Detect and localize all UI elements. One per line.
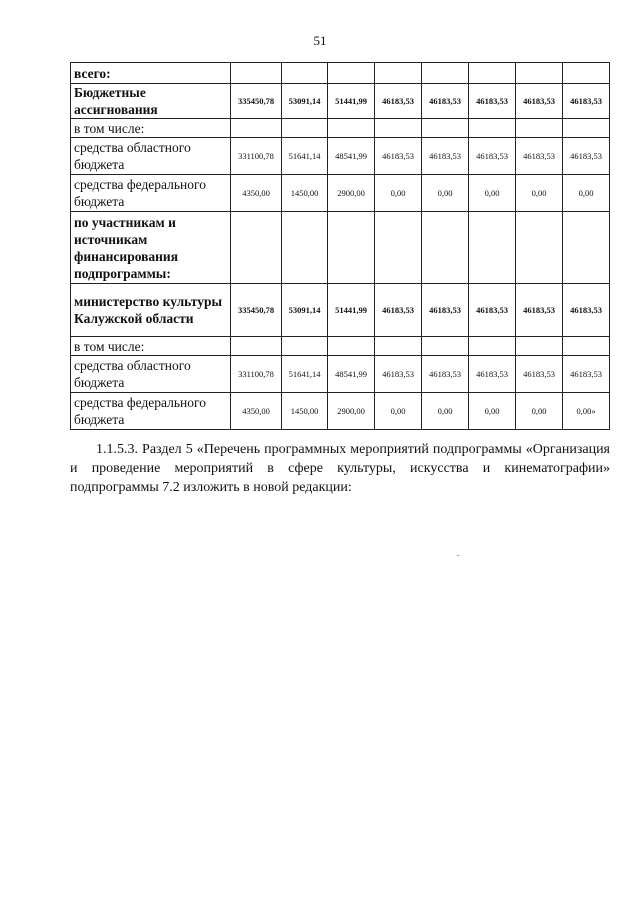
value-cell	[563, 212, 610, 284]
body-paragraph: 1.1.5.3. Раздел 5 «Перечень программных мероприятий подпрограммы «Организация и проведение мероприятий в сфере культуры, искусства и кинематографии» подпрограммы 7.2 изложить в новой редакции:	[70, 442, 610, 495]
page-number: 51	[313, 33, 327, 48]
value-cell	[516, 119, 563, 138]
value-cell	[469, 119, 516, 138]
value-cell: 0,00	[422, 393, 469, 430]
value-cell	[328, 212, 375, 284]
scan-speck	[457, 555, 459, 556]
table-row	[71, 393, 610, 430]
value-cell	[375, 63, 422, 84]
value-cell: 1450,00	[282, 175, 328, 212]
value-cell: 46183,53	[422, 284, 469, 337]
value-cell: 46183,53	[563, 284, 610, 337]
value-cell	[328, 119, 375, 138]
value-cell	[422, 337, 469, 356]
value-cell: 0,00	[422, 175, 469, 212]
value-cell	[282, 337, 328, 356]
value-cell: 46183,53	[422, 84, 469, 119]
table-row	[71, 284, 610, 337]
value-cell: 51641,14	[282, 138, 328, 175]
row-label: по участникам и источникам финансирования подпрограммы:	[71, 212, 231, 284]
value-cell: 0,00	[516, 175, 563, 212]
value-cell: 46183,53	[375, 356, 422, 393]
value-cell	[516, 212, 563, 284]
value-cell: 331100,78	[231, 356, 282, 393]
value-cell: 0,00	[375, 393, 422, 430]
value-cell	[328, 337, 375, 356]
value-cell	[563, 63, 610, 84]
value-cell: 0,00	[563, 175, 610, 212]
value-cell	[563, 119, 610, 138]
row-label: средства областного бюджета	[71, 138, 231, 175]
value-cell	[469, 212, 516, 284]
value-cell: 0,00	[516, 393, 563, 430]
row-label: Бюджетные ассигнования	[71, 84, 231, 119]
value-cell: 46183,53	[469, 84, 516, 119]
value-cell: 2900,00	[328, 393, 375, 430]
row-label: средства федерального бюджета	[71, 175, 231, 212]
value-cell: 46183,53	[375, 138, 422, 175]
table-row	[71, 119, 610, 138]
value-cell: 46183,53	[469, 356, 516, 393]
budget-table	[70, 62, 610, 430]
value-cell: 0,00	[469, 393, 516, 430]
value-cell	[375, 337, 422, 356]
value-cell: 46183,53	[469, 138, 516, 175]
value-cell: 46183,53	[516, 84, 563, 119]
value-cell: 46183,53	[422, 138, 469, 175]
value-cell: 335450,78	[231, 84, 282, 119]
row-label: министерство культуры Калужской области	[71, 284, 231, 337]
table-row	[71, 175, 610, 212]
value-cell: 331100,78	[231, 138, 282, 175]
value-cell	[469, 63, 516, 84]
value-cell: 46183,53	[563, 138, 610, 175]
value-cell	[231, 212, 282, 284]
value-cell: 48541,99	[328, 356, 375, 393]
value-cell	[469, 337, 516, 356]
value-cell: 0,00»	[563, 393, 610, 430]
value-cell: 46183,53	[563, 356, 610, 393]
value-cell	[282, 212, 328, 284]
value-cell: 46183,53	[375, 84, 422, 119]
value-cell: 53091,14	[282, 284, 328, 337]
value-cell	[282, 63, 328, 84]
value-cell	[231, 63, 282, 84]
value-cell: 1450,00	[282, 393, 328, 430]
table-row	[71, 63, 610, 84]
row-label: средства областного бюджета	[71, 356, 231, 393]
value-cell	[375, 212, 422, 284]
value-cell	[563, 337, 610, 356]
value-cell: 0,00	[375, 175, 422, 212]
value-cell	[516, 63, 563, 84]
value-cell	[328, 63, 375, 84]
row-label: всего:	[71, 63, 231, 84]
value-cell	[422, 119, 469, 138]
table-row	[71, 212, 610, 284]
value-cell	[422, 63, 469, 84]
value-cell: 51441,99	[328, 84, 375, 119]
value-cell	[422, 212, 469, 284]
value-cell: 46183,53	[375, 284, 422, 337]
value-cell: 51641,14	[282, 356, 328, 393]
value-cell: 46183,53	[563, 84, 610, 119]
row-label: в том числе:	[71, 337, 231, 356]
value-cell: 46183,53	[516, 138, 563, 175]
table-row	[71, 337, 610, 356]
value-cell: 2900,00	[328, 175, 375, 212]
value-cell	[516, 337, 563, 356]
value-cell: 53091,14	[282, 84, 328, 119]
value-cell	[231, 337, 282, 356]
value-cell: 46183,53	[516, 356, 563, 393]
value-cell: 51441,99	[328, 284, 375, 337]
value-cell: 335450,78	[231, 284, 282, 337]
value-cell: 0,00	[469, 175, 516, 212]
value-cell	[282, 119, 328, 138]
value-cell: 4350,00	[231, 393, 282, 430]
table-row	[71, 138, 610, 175]
row-label: в том числе:	[71, 119, 231, 138]
value-cell: 46183,53	[469, 284, 516, 337]
value-cell: 46183,53	[422, 356, 469, 393]
row-label: средства федерального бюджета	[71, 393, 231, 430]
table-body	[71, 63, 610, 430]
table-row	[71, 84, 610, 119]
table-row	[71, 356, 610, 393]
value-cell: 48541,99	[328, 138, 375, 175]
value-cell: 46183,53	[516, 284, 563, 337]
value-cell	[231, 119, 282, 138]
value-cell	[375, 119, 422, 138]
value-cell: 4350,00	[231, 175, 282, 212]
